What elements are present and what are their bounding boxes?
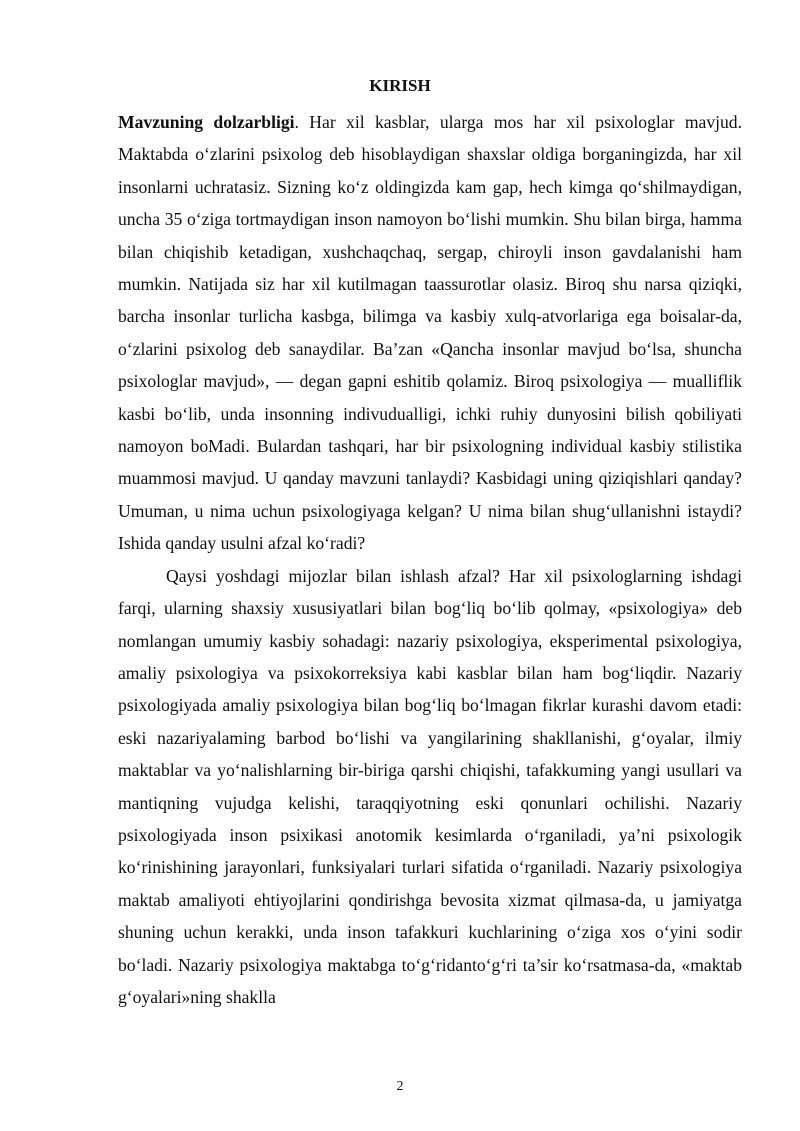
paragraph-1-lead: Mavzuning dolzarbligi (118, 112, 295, 132)
page-number: 2 (396, 1079, 404, 1094)
paragraph-1-text: . Har xil kasblar, ularga mos har xil psixologlar mavjud. Maktabda o‘zlarini psixolog deb hisoblaydigan shaxslar oldiga borganingizda, har xil insonlarni uchratasiz. Sizning ko‘z oldingizda kam gap, hech kimga qo‘shilmaydigan, uncha 35 o‘ziga tortmaydigan inson namoyon bo‘lishi mumkin. Shu bilan birga, hamma bilan chiqishib ketadigan, xushchaqchaq, sergap, chiroyli inson gavdalanishi ham mumkin. Natijada siz har xil kutilmagan taassurotlar olasiz. Biroq shu narsa qiziqki, barcha insonlar turlicha kasbga, bilimga va kasbiy xulq-atvorlariga ega boisalar-da, o‘zlarini psixolog deb sanaydilar. Ba’zan «Qancha insonlar mavjud bo‘lsa, shuncha psixologlar mavjud», — degan gapni eshitib qolamiz. Biroq psixologiya — mualliflik kasbi bo‘lib, unda insonning indivudualligi, ichki ruhiy dunyosini bilish qobiliyati namoyon boMadi. Bulardan tashqari, har bir psixologning individual kasbiy stilistika muammosi mavjud. U qanday mavzuni tanlaydi? Kasbidagi uning qiziqishlari qanday? Umuman, u nima uchun psixologiyaga kelgan? U nima bilan shug‘ullanishni istaydi? Ishida qanday usulni afzal ko‘radi? (118, 112, 742, 554)
paragraph-2: Qaysi yoshdagi mijozlar bilan ishlash afzal? Har xil psixologlarning ishdagi farqi, ularning shaxsiy xususiyatlari bilan bog‘liq bo‘lib qolmay, «psixologiya» deb nomlangan umumiy kasbiy sohadagi: nazariy psixologiya, eksperimental psixologiya, amaliy psixologiya va psixokorreksiya kabi kasblar bilan ham bog‘liqdir. Nazariy psixologiyada amaliy psixologiya bilan bog‘liq bo‘lmagan fikrlar kurashi davom etadi: eski nazariyalaming barbod bo‘lishi va yangilarining shakllanishi, g‘oyalar, ilmiy maktablar va yo‘nalishlarning bir-biriga qarshi chiqishi, tafakkuming yangi usullari va mantiqning vujudga kelishi, taraqqiyotning eski qonunlari ochilishi. Nazariy psixologiyada inson psixikasi anotomik kesimlarda o‘rganiladi, ya’ni psixologik ko‘rinishining jarayonlari, funksiyalari turlari sifatida o‘rganiladi. Nazariy psixologiya maktab amaliyoti ehtiyojlarini qondirishga bevosita xizmat qilmasa-da, u jamiyatga shuning uchun kerakki, unda inson tafakkuri kuchlarining o‘ziga xos o‘yini sodir bo‘ladi. Nazariy psixologiya maktabga to‘g‘ridanto‘g‘ri ta’sir ko‘rsatmasa-da, «maktab g‘oyalari»ning shaklla (118, 565, 742, 1007)
page-title: KIRISH (369, 76, 431, 95)
document-body (118, 106, 742, 1013)
paragraph-1 (118, 106, 742, 560)
